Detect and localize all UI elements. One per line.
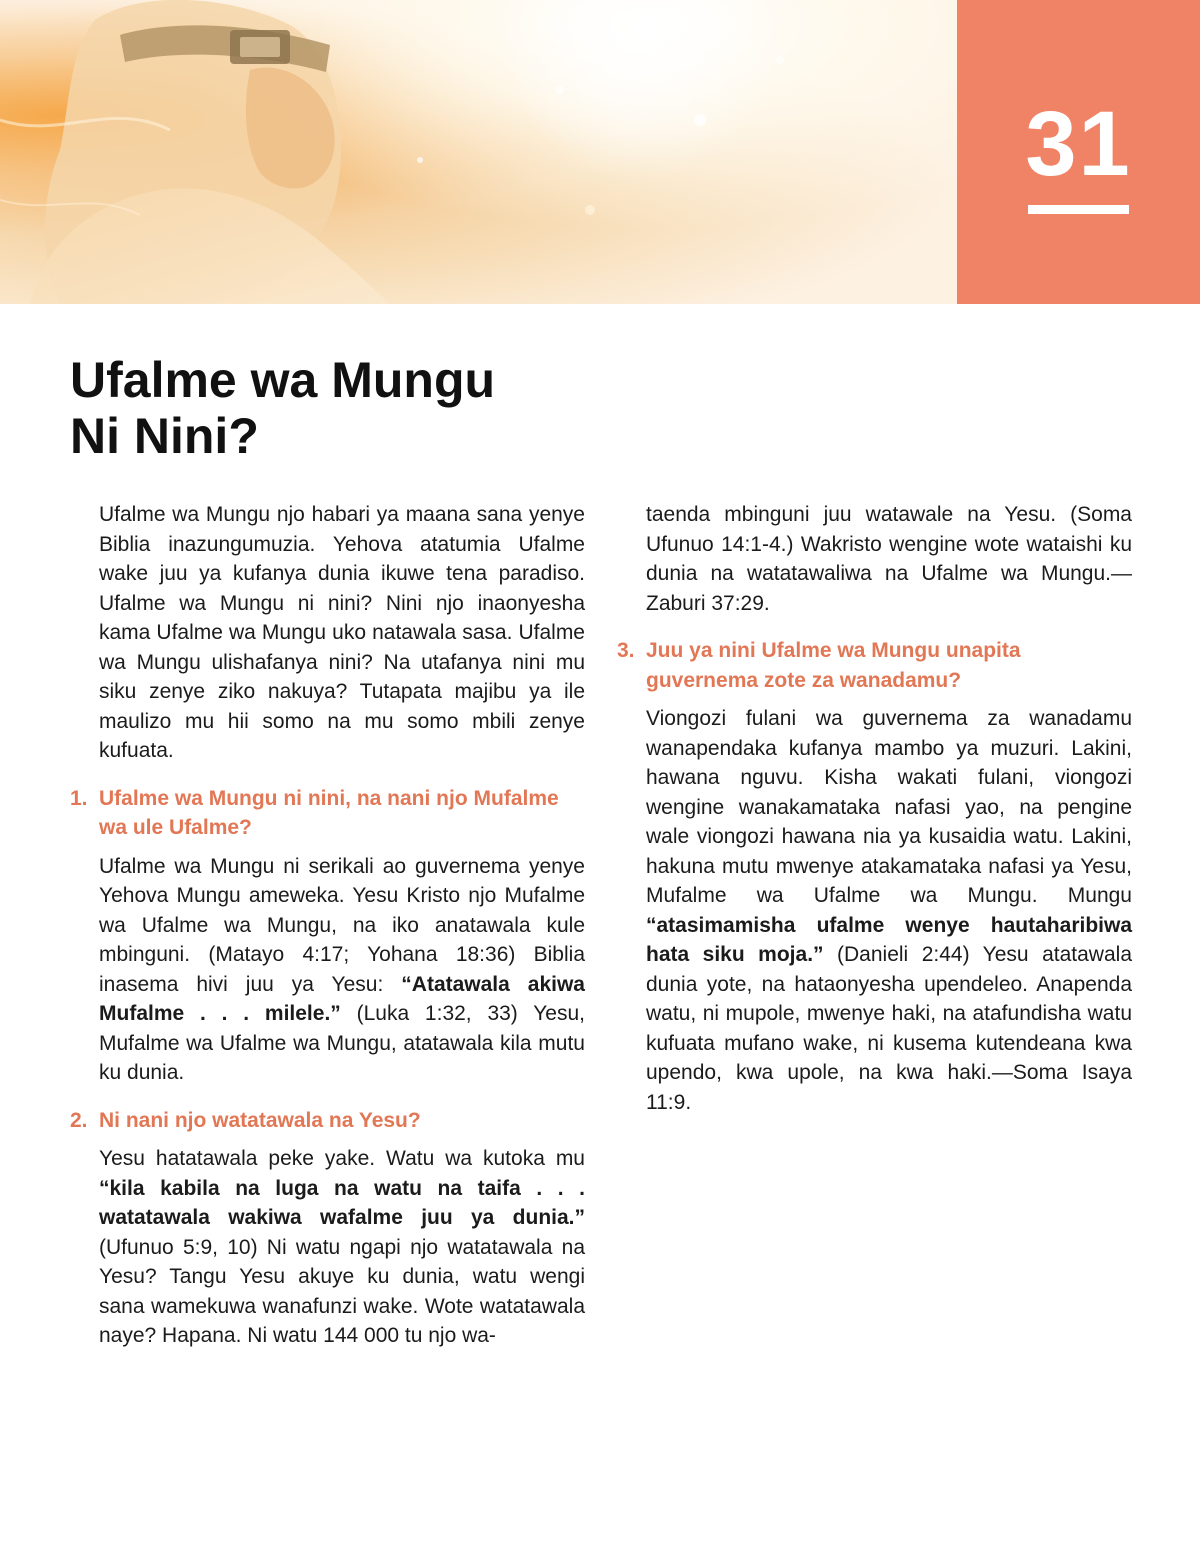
right-column bbox=[617, 500, 1132, 1117]
title-line-1: Ufalme wa Mungu bbox=[70, 352, 496, 408]
chapter-badge bbox=[957, 0, 1200, 304]
question-1-text: Ufalme wa Mungu ni nini, na nani njo Mufalme wa ule Ufalme? bbox=[99, 786, 559, 839]
answer-1-part-a: Ufalme wa Mungu ni serikali ao guvernema yenye Yehova Mungu ameweka. Yesu Kristo njo Mufalme wa Ufalme wa Mungu, na iko anatawala kule mbinguni. (Matayo 4:17; Yohana 18:36) Biblia inasema hivi juu ya Yesu: bbox=[99, 854, 585, 996]
question-1-number: 1. bbox=[70, 786, 88, 810]
question-3-number: 3. bbox=[617, 639, 635, 662]
answer-1-paragraph bbox=[99, 852, 585, 1088]
left-column bbox=[70, 500, 585, 1351]
header-image bbox=[0, 0, 957, 304]
question-3 bbox=[617, 636, 1132, 695]
chapter-underline bbox=[1028, 205, 1129, 214]
intro-paragraph: Ufalme wa Mungu njo habari ya maana sana yenye Biblia inazungumuzia. Yehova atatumia Ufalme wake juu ya kufanya dunia ikuwe tena paradiso. Ufalme wa Mungu ni nini? Nini njo inaonyesha kama Ufalme wa Mungu uko natawala sasa. Ufalme wa Mungu ulishafanya nini? Na utafanya nini mu siku zenye ziko nakuya? Tutapata majibu ya ile maulizo mu hii somo na mu somo mbili zenye kufuata. bbox=[99, 503, 585, 762]
question-2-text: Ni nani njo watatawala na Yesu? bbox=[99, 1108, 421, 1132]
answer-3-paragraph bbox=[646, 704, 1132, 1117]
answer-2-paragraph bbox=[99, 1144, 585, 1351]
answer-2-part-a: Yesu hatatawala peke yake. Watu wa kutoka mu bbox=[99, 1147, 585, 1170]
answer-1-part-b: (Luka 1:32, 33) Yesu, Mufalme wa Ufalme wa Mungu, atatawala kila mutu ku dunia. bbox=[99, 1002, 585, 1084]
title-line-2: Ni Nini? bbox=[70, 408, 259, 464]
answer-2-continued: taenda mbinguni juu watawale na Yesu. (Soma Ufunuo 14:1-4.) Wakristo wengine wote wataishi ku dunia na watatawaliwa na Ufalme wa Mungu.—Zaburi 37:29. bbox=[646, 503, 1132, 615]
question-3-text: Juu ya nini Ufalme wa Mungu unapita guvernema zote za wanadamu? bbox=[646, 639, 1021, 692]
answer-3-part-a: Viongozi fulani wa guvernema za wanadamu wanapendaka kufanya mambo ya muzuri. Lakini, hawana nguvu. Kisha wakati fulani, viongozi wengine wanakamataka nafasi yao, na pengine wale viongozi hawana nia ya kusaidia watu. Lakini, hakuna mutu mwenye atakamataka nafasi ya Yesu, Mufalme wa Ufalme wa Mungu. Mungu bbox=[646, 707, 1132, 907]
answer-3-part-b: (Danieli 2:44) Yesu atatawala dunia yote, na hataonyesha upendeleo. Anapenda watu, ni mupole, mwenye haki, na atafundisha watu kufuata mufano wake, ni kusema kutendeana kwa upendo, kwa upole, na kwa haki.—Soma Isaya 11:9. bbox=[646, 943, 1132, 1114]
answer-1-quote: “Atatawala akiwa Mufalme . . . milele.” bbox=[99, 972, 585, 1025]
question-1 bbox=[70, 784, 585, 843]
answer-3-quote: “atasimamisha ufalme wenye hautaharibiwa hata siku moja.” bbox=[646, 913, 1132, 966]
answer-2-part-b: (Ufunuo 5:9, 10) Ni watu ngapi njo watatawala na Yesu? Tangu Yesu akuye ku dunia, watu wengi sana wamekuwa wanafunzi wake. Wote watatawala naye? Hapana. Ni watu 144 000 tu njo wa- bbox=[99, 1235, 585, 1347]
question-2 bbox=[70, 1106, 585, 1136]
answer-2-quote: “kila kabila na luga na watu na taifa . . . watatawala wakiwa wafalme juu ya dunia.” bbox=[99, 1176, 585, 1229]
king-illustration bbox=[0, 0, 957, 304]
question-2-number: 2. bbox=[70, 1108, 88, 1132]
chapter-number: 31 bbox=[1025, 93, 1132, 195]
page-title bbox=[70, 352, 495, 464]
